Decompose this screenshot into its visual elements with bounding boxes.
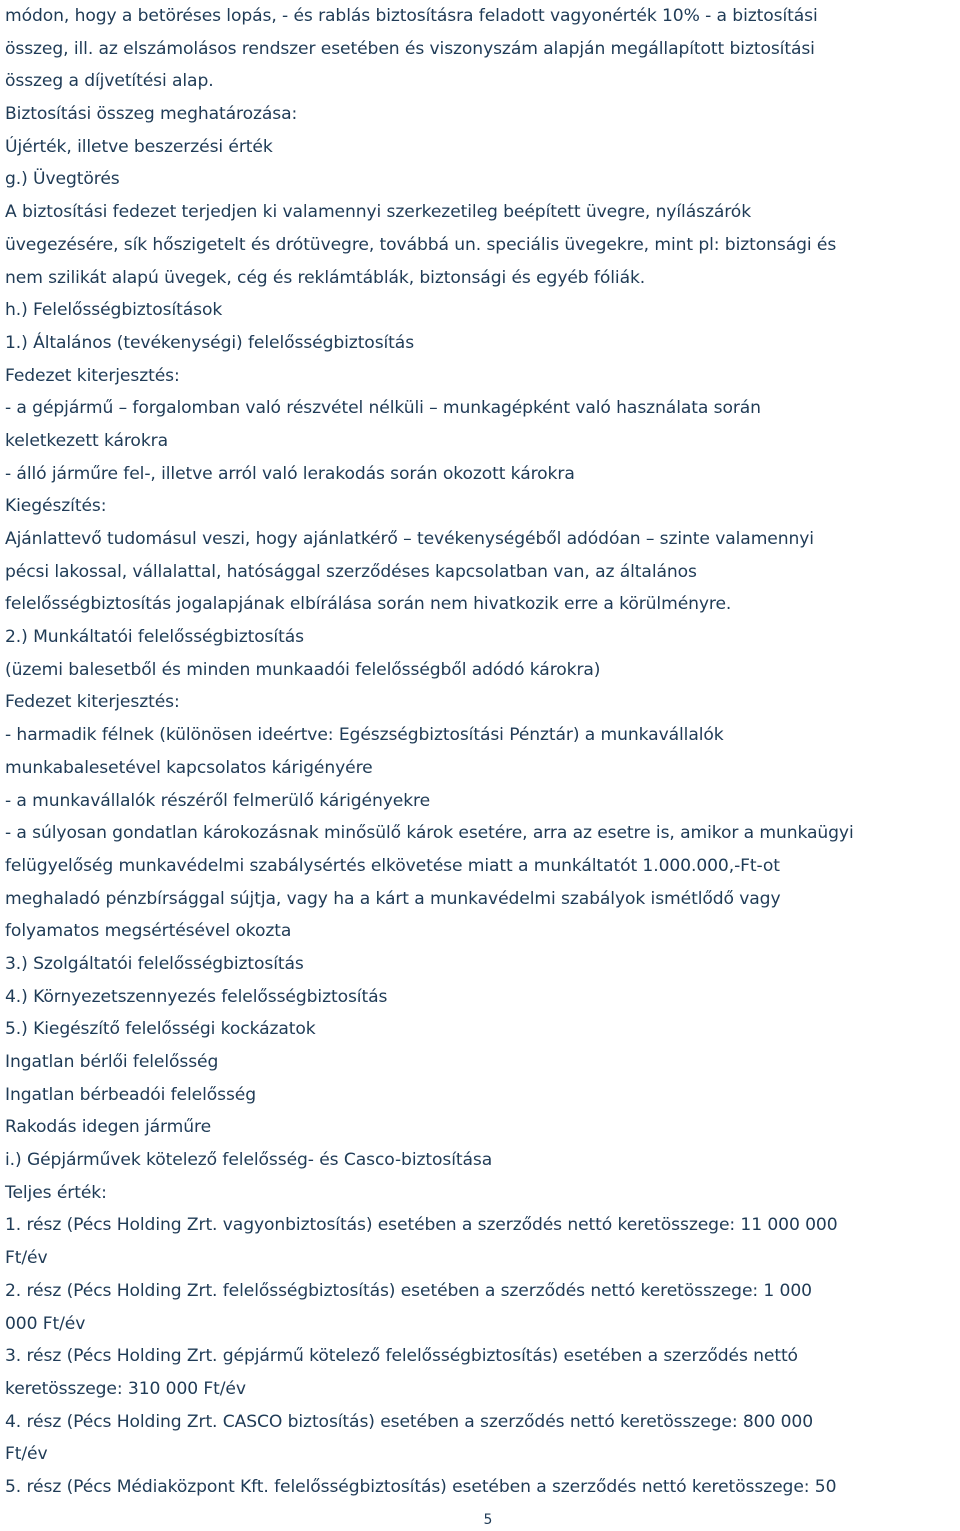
text-line: Biztosítási összeg meghatározása: <box>5 104 298 125</box>
text-line: - a munkavállalók részéről felmerülő kárigényekre <box>5 790 431 811</box>
subsection-heading: 1.) Általános (tevékenységi) felelősségbiztosítás <box>5 332 415 353</box>
text-line: nem szilikát alapú üvegek, cég és reklámtáblák, biztonsági és egyéb fóliák. <box>5 267 646 288</box>
text-line: 4. rész (Pécs Holding Zrt. CASCO biztosítás) esetében a szerződés nettó keretösszege: 800 000 <box>5 1411 814 1432</box>
text-line: keletkezett károkra <box>5 430 168 451</box>
text-line: (üzemi balesetből és minden munkaadói felelősségből adódó károkra) <box>5 659 601 680</box>
text-line: Ingatlan bérlői felelősség <box>5 1052 219 1072</box>
text-line: összeg, ill. az elszámolásos rendszer esetében és viszonyszám alapján megállapított biztosítási <box>5 38 815 59</box>
text-line: felügyelőség munkavédelmi szabálysértés elkövetése miatt a munkáltatót 1.000.000,-Ft-ot <box>5 855 780 876</box>
section-heading: i.) Gépjárművek kötelező felelősség- és Casco-biztosítása <box>5 1150 493 1171</box>
text-line: 3. rész (Pécs Holding Zrt. gépjármű kötelező felelősségbiztosítás) esetében a szerződés nettó <box>5 1346 798 1367</box>
text-line: 5. rész (Pécs Médiaközpont Kft. felelősségbiztosítás) esetében a szerződés nettó keretösszege: 50 <box>5 1476 837 1497</box>
text-line: keretösszege: 310 000 Ft/év <box>5 1378 246 1399</box>
text-line: Rakodás idegen járműre <box>5 1117 212 1138</box>
subsection-heading: 3.) Szolgáltatói felelősségbiztosítás <box>5 953 304 974</box>
text-line: - a súlyosan gondatlan károkozásnak minősülő károk esetére, arra az esetre is, amikor a munkaügyi <box>5 823 854 844</box>
subsection-heading: 4.) Környezetszennyezés felelősségbiztosítás <box>5 986 388 1007</box>
section-heading: h.) Felelősségbiztosítások <box>5 300 223 321</box>
text-line: Fedezet kiterjesztés: <box>5 692 180 713</box>
page-number: 5 <box>483 1512 493 1528</box>
text-line: Fedezet kiterjesztés: <box>5 365 180 386</box>
text-line: 1. rész (Pécs Holding Zrt. vagyonbiztosítás) esetében a szerződés nettó keretösszege: 11 000 000 <box>5 1215 838 1236</box>
text-line: folyamatos megsértésével okozta <box>5 921 292 942</box>
subsection-heading: 2.) Munkáltatói felelősségbiztosítás <box>5 627 304 648</box>
text-line: - a gépjármű – forgalomban való részvétel nélküli – munkagépként való használata során <box>5 398 761 419</box>
text-line: Kiegészítés: <box>5 496 107 517</box>
text-line: pécsi lakossal, vállalattal, hatósággal szerződéses kapcsolatban van, az általános <box>5 561 697 582</box>
text-line: összeg a díjvetítési alap. <box>5 71 214 92</box>
text-line: módon, hogy a betöréses lopás, - és rablás biztosításra feladott vagyonérték 10% - a biztosítási <box>5 6 818 26</box>
text-line: Ingatlan bérbeadói felelősség <box>5 1084 257 1105</box>
text-line: munkabalesetével kapcsolatos kárigényére <box>5 757 373 778</box>
text-line: Ajánlattevő tudomásul veszi, hogy ajánlatkérő – tevékenységéből adódóan – szinte valamennyi <box>5 529 814 549</box>
text-line: - harmadik félnek (különösen ideértve: Egészségbiztosítási Pénztár) a munkavállalók <box>5 725 724 746</box>
text-line: felelősségbiztosítás jogalapjának elbírálása során nem hivatkozik erre a körülményre. <box>5 594 732 615</box>
subsection-heading: 5.) Kiegészítő felelősségi kockázatok <box>5 1019 316 1040</box>
text-line: meghaladó pénzbírsággal sújtja, vagy ha a kárt a munkavédelmi szabályok ismétlődő vagy <box>5 888 781 909</box>
text-line: 2. rész (Pécs Holding Zrt. felelősségbiztosítás) esetében a szerződés nettó keretösszege: 1 000 <box>5 1280 812 1301</box>
text-line: Újérték, illetve beszerzési érték <box>5 136 273 157</box>
text-line: Teljes érték: <box>5 1182 107 1203</box>
text-line: A biztosítási fedezet terjedjen ki valamennyi szerkezetileg beépített üvegre, nyílászárók <box>5 202 752 223</box>
document-body <box>5 0 960 1504</box>
text-line: üvegezésére, sík hőszigetelt és drótüvegre, továbbá un. speciális üvegekre, mint pl: biztonsági és <box>5 234 837 255</box>
text-line: Ft/év <box>5 1444 48 1465</box>
text-line: Ft/év <box>5 1248 48 1269</box>
section-heading: g.) Üvegtörés <box>5 169 120 190</box>
text-line: - álló járműre fel-, illetve arról való lerakodás során okozott károkra <box>5 463 575 484</box>
text-line: 000 Ft/év <box>5 1313 86 1334</box>
